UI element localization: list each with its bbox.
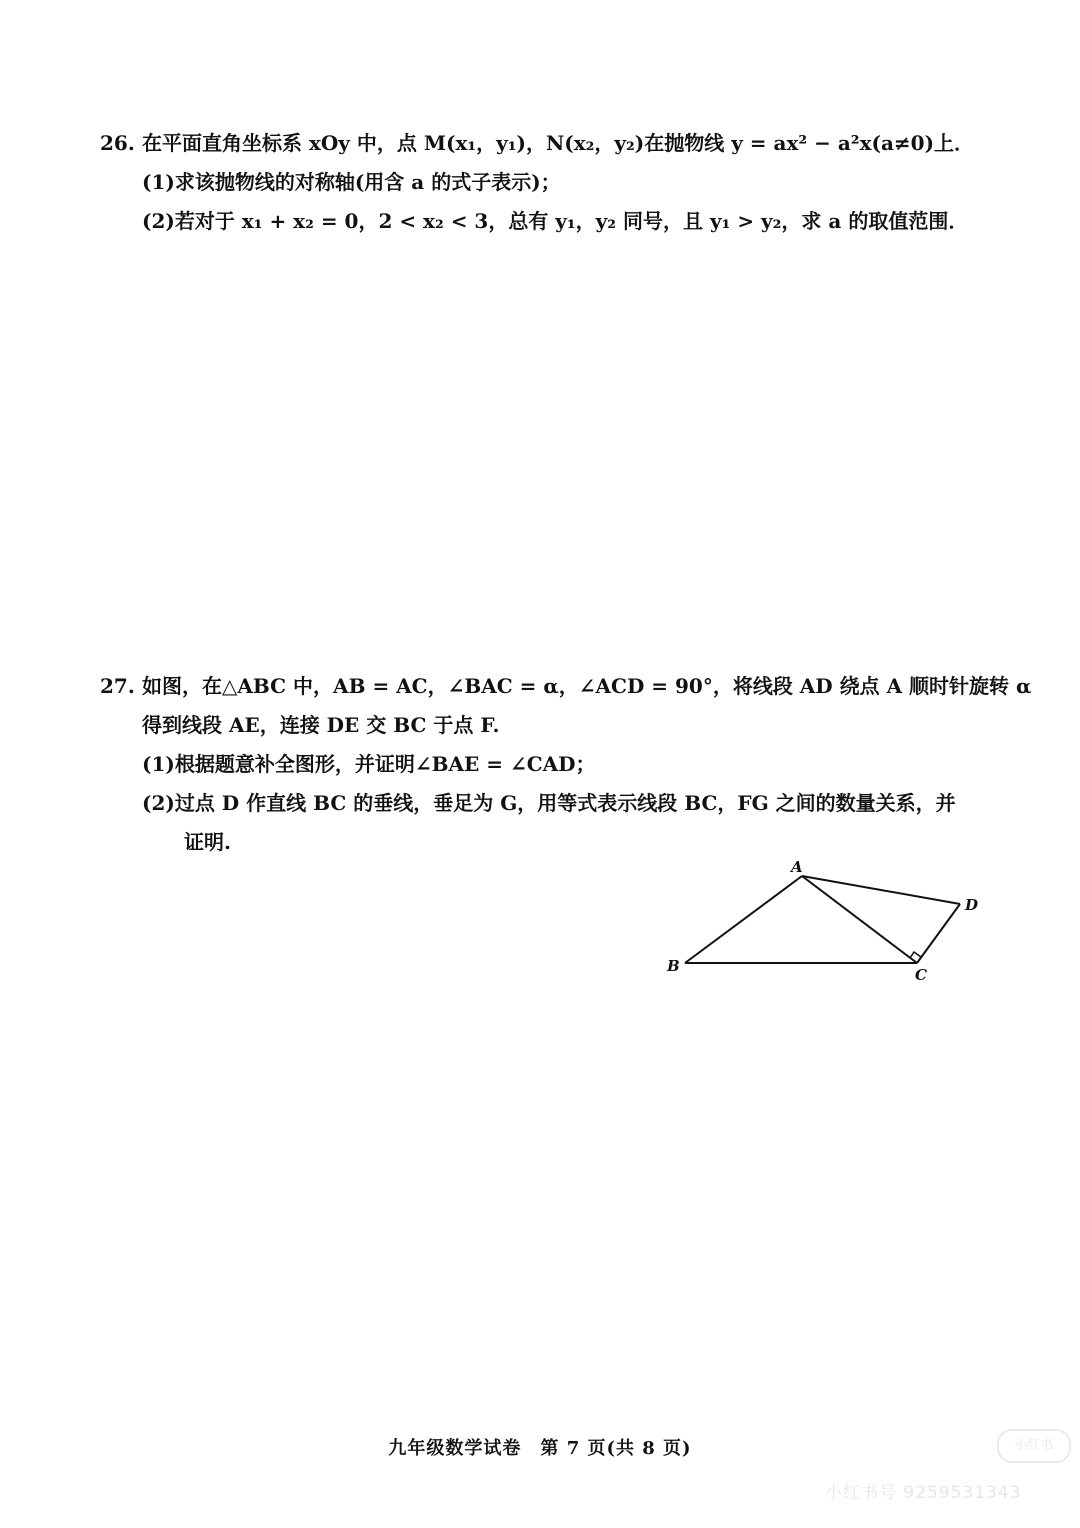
segment-ad [802, 876, 960, 904]
problem-27-part-2-line-2: 证明. [184, 830, 231, 854]
problem-26 [100, 124, 1000, 241]
label-c: C [915, 966, 927, 984]
problem-27-stem-line-1 [100, 667, 1032, 706]
problem-26-stem: 在平面直角坐标系 xOy 中，点 M(x₁，y₁)，N(x₂，y₂)在抛物线 y = ax² − a²x(a≠0)上． [142, 131, 975, 155]
problem-27-stem-1: 如图，在△ABC 中，AB = AC，∠BAC = α，∠ACD = 90°，将线段 AD 绕点 A 顺时针旋转 α [142, 674, 1032, 698]
label-b: B [667, 957, 680, 975]
problem-27-part-2-line-1: (2)过点 D 作直线 BC 的垂线，垂足为 G，用等式表示线段 BC，FG 之间的数量关系，并 [142, 791, 956, 815]
problem-26-stem-line [100, 124, 1000, 163]
problem-27-stem-line-2: 得到线段 AE，连接 DE 交 BC 于点 F. [142, 713, 500, 737]
segment-ac [802, 876, 917, 963]
problem-26-number: 26. [100, 131, 135, 155]
watermark-logo: 小红书 [997, 1429, 1071, 1463]
triangle-figure [655, 850, 995, 990]
watermark-id: 小红书号 9259531343 [825, 1483, 1022, 1503]
problem-26-part-1: (1)求该抛物线的对称轴(用含 a 的式子表示)； [142, 170, 561, 194]
problem-27-number: 27. [100, 674, 135, 698]
label-a: A [791, 858, 803, 876]
problem-26-part-2: (2)若对于 x₁ + x₂ = 0，2 < x₂ < 3，总有 y₁，y₂ 同号，且 y₁ > y₂，求 a 的取值范围． [142, 209, 969, 233]
label-d: D [965, 896, 979, 914]
problem-27-part-1: (1)根据题意补全图形，并证明∠BAE = ∠CAD； [142, 752, 596, 776]
segment-ab [685, 876, 802, 963]
segment-cd [917, 904, 960, 963]
problem-27 [100, 667, 1032, 862]
page-footer: 九年级数学试卷 第 7 页(共 8 页) [388, 1438, 692, 1459]
